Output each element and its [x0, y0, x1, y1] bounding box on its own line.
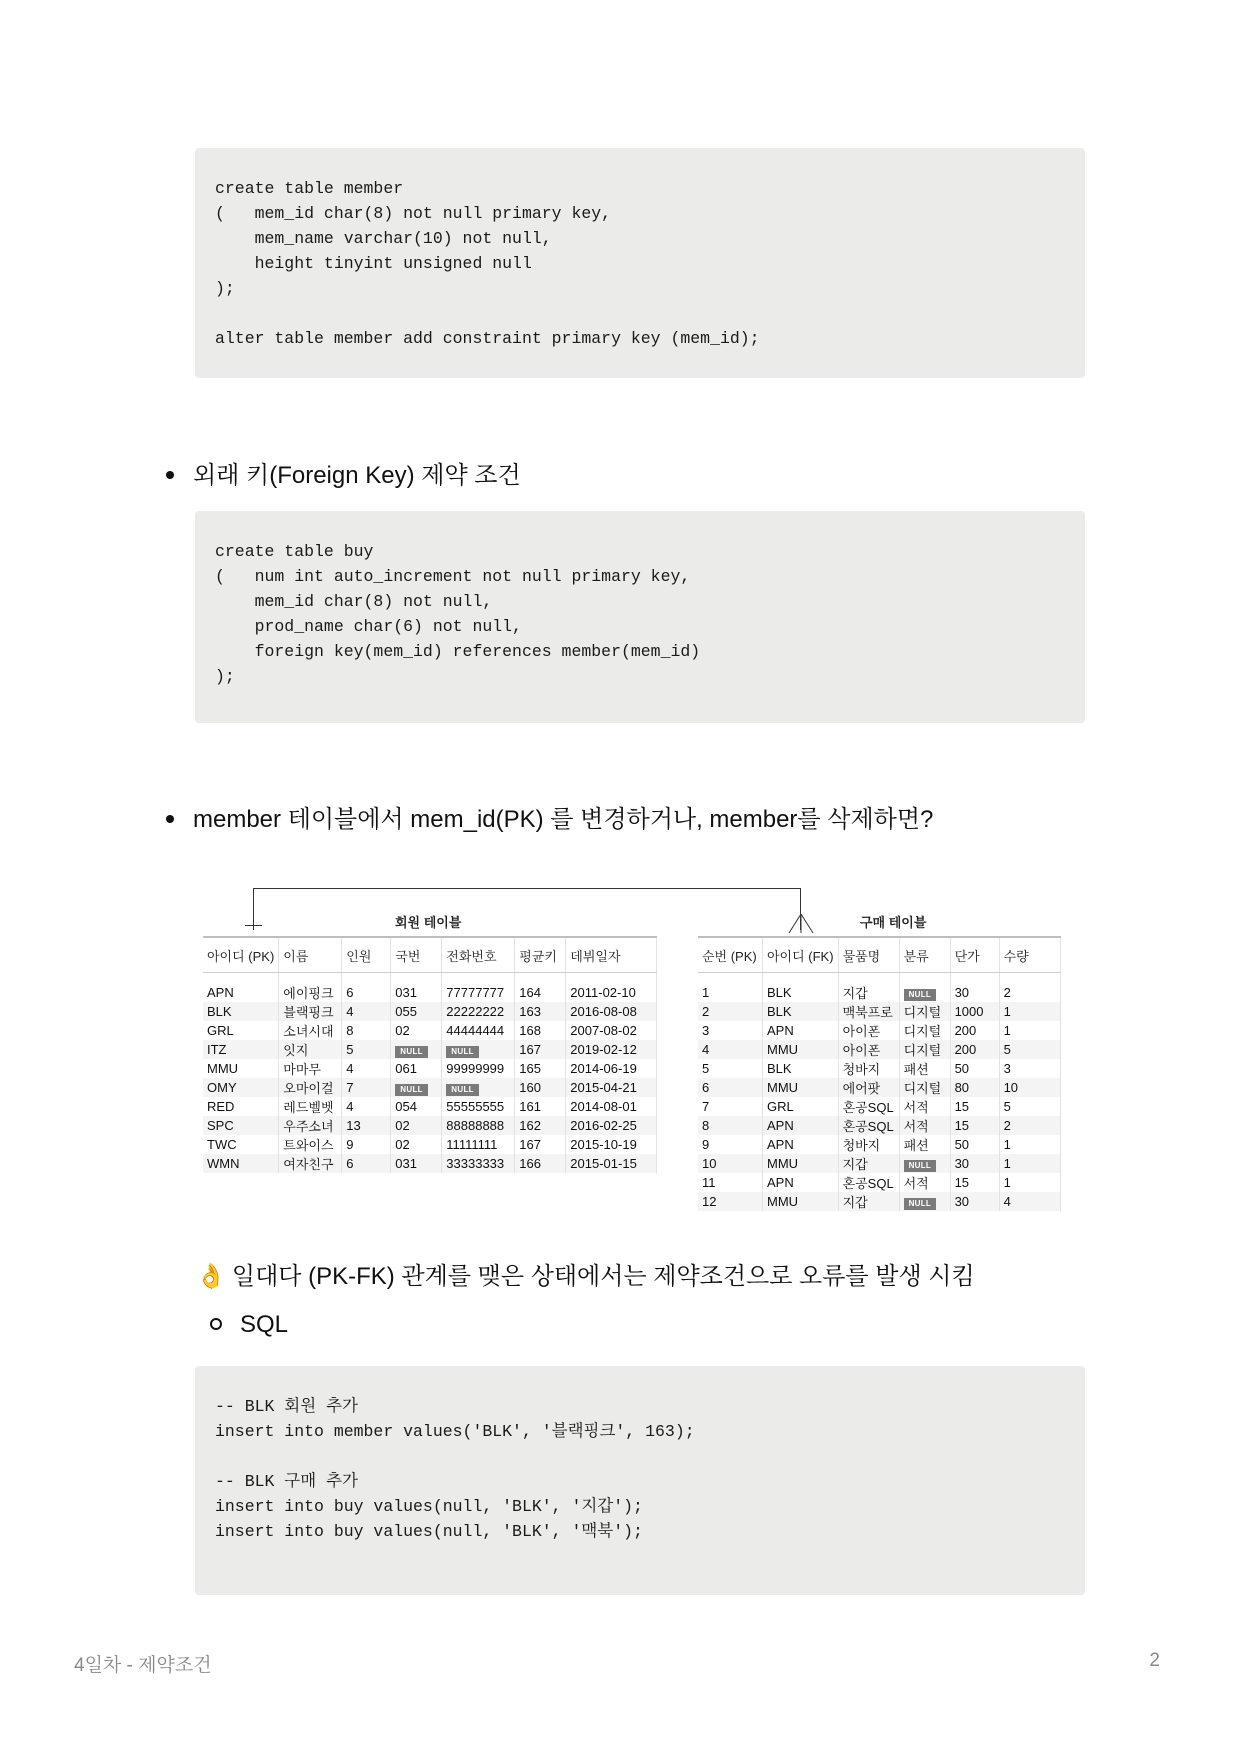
table-cell: MMU [763, 1078, 839, 1097]
table-cell: 2 [999, 1116, 1060, 1135]
table-cell: 4 [342, 1097, 391, 1116]
table-cell: 레드벨벳 [279, 1097, 342, 1116]
table-cell: 4 [999, 1192, 1060, 1211]
table-cell: 2015-10-19 [566, 1135, 657, 1154]
code-lines [215, 1394, 1065, 1544]
table-cell: APN [763, 1021, 839, 1040]
table-cell: 지갑 [838, 983, 899, 1002]
code-line: ( num int auto_increment not null primary key, [215, 567, 691, 586]
code-line: insert into buy values(null, 'BLK', '맥북'); [215, 1522, 643, 1541]
table-cell: 054 [391, 1097, 442, 1116]
column-header: 전화번호 [442, 937, 515, 973]
table-cell: 1000 [950, 1002, 999, 1021]
callout-text: 일대다 (PK-FK) 관계를 맺은 상태에서는 제약조건으로 오류를 발생 시킴 [231, 1263, 975, 1290]
table-cell: 7 [342, 1078, 391, 1097]
table-cell: MMU [203, 1059, 279, 1078]
table-row [203, 1059, 657, 1078]
table-cell: 33333333 [442, 1154, 515, 1173]
table-cell: 161 [515, 1097, 566, 1116]
table-cell: 164 [515, 983, 566, 1002]
table-cell: 13 [342, 1116, 391, 1135]
table-cell: 031 [391, 983, 442, 1002]
table-cell: 88888888 [442, 1116, 515, 1135]
table-cell: 2014-08-01 [566, 1097, 657, 1116]
table-cell: 1 [999, 1154, 1060, 1173]
table-cell: 5 [698, 1059, 763, 1078]
table-cell: 5 [999, 1040, 1060, 1059]
relationship-line-top [253, 888, 800, 889]
relationship-line-left [253, 888, 254, 930]
table-cell: MMU [763, 1154, 839, 1173]
table-row [698, 1116, 1060, 1135]
table-row [203, 1097, 657, 1116]
code-line: ); [215, 279, 235, 298]
table-cell [391, 1040, 442, 1059]
table-cell: 8 [698, 1116, 763, 1135]
code-block-insert [195, 1366, 1085, 1595]
table-cell: APN [763, 1116, 839, 1135]
table-cell: 11111111 [442, 1135, 515, 1154]
column-header: 아이디 (FK) [763, 937, 839, 973]
null-badge: NULL [395, 1084, 428, 1096]
table-row [698, 1040, 1060, 1059]
column-header: 물품명 [838, 937, 899, 973]
code-lines [215, 176, 1065, 351]
column-header: 단가 [950, 937, 999, 973]
code-line [215, 1444, 1065, 1469]
table-row [698, 1097, 1060, 1116]
table-cell: BLK [763, 1002, 839, 1021]
sub-bullet-text: SQL [240, 1311, 289, 1338]
table-cell [391, 1078, 442, 1097]
code-line: insert into member values('BLK', '블랙핑크', 163); [215, 1422, 695, 1441]
table-row [698, 1173, 1060, 1192]
table-cell: WMN [203, 1154, 279, 1173]
table-cell: MMU [763, 1192, 839, 1211]
table-row [698, 1002, 1060, 1021]
table-cell: 혼공SQL [838, 1173, 899, 1192]
bullet-foreign-key [166, 455, 521, 490]
table-cell: 디지털 [899, 1040, 950, 1059]
table-row [698, 1078, 1060, 1097]
table-cell: 30 [950, 1192, 999, 1211]
table-cell: 지갑 [838, 1192, 899, 1211]
table-row [203, 1021, 657, 1040]
table-cell: 혼공SQL [838, 1097, 899, 1116]
table-cell: 15 [950, 1116, 999, 1135]
table-cell: BLK [763, 983, 839, 1002]
table-cell: 50 [950, 1135, 999, 1154]
table-cell [442, 1078, 515, 1097]
table-cell: 6 [342, 983, 391, 1002]
table-cell: 80 [950, 1078, 999, 1097]
table-cell: 2014-06-19 [566, 1059, 657, 1078]
ok-hand-icon: 👌 [196, 1263, 226, 1290]
code-line: ( mem_id char(8) not null primary key, [215, 204, 612, 223]
table-cell: 02 [391, 1116, 442, 1135]
table-cell: 2015-01-15 [566, 1154, 657, 1173]
code-line: mem_id char(8) not null, [215, 592, 493, 611]
table-cell: 6 [342, 1154, 391, 1173]
table-cell: 77777777 [442, 983, 515, 1002]
table-cell: BLK [763, 1059, 839, 1078]
code-block-create-member [195, 148, 1085, 378]
code-line: foreign key(mem_id) references member(mem_id) [215, 642, 701, 661]
table-cell: APN [763, 1173, 839, 1192]
table-cell: 02 [391, 1021, 442, 1040]
bullet-question-text: member 테이블에서 mem_id(PK) 를 변경하거나, member를 삭제하면? [193, 806, 934, 833]
table-cell: 마마무 [279, 1059, 342, 1078]
table-cell: 1 [999, 1002, 1060, 1021]
table-cell: 디지털 [899, 1002, 950, 1021]
table-cell: 22222222 [442, 1002, 515, 1021]
code-line: -- BLK 회원 추가 [215, 1397, 358, 1416]
table-cell: 4 [342, 1002, 391, 1021]
table-cell: 1 [698, 983, 763, 1002]
column-header: 인원 [342, 937, 391, 973]
code-line: alter table member add constraint primary key (mem_id); [215, 329, 760, 348]
table-row [203, 1002, 657, 1021]
column-header: 국번 [391, 937, 442, 973]
table-cell: GRL [763, 1097, 839, 1116]
table-cell: 9 [698, 1135, 763, 1154]
table-cell: 블랙핑크 [279, 1002, 342, 1021]
table-row [698, 1059, 1060, 1078]
bullet-ring [210, 1318, 222, 1330]
table-cell: 에어팟 [838, 1078, 899, 1097]
table-cell: 2016-02-25 [566, 1116, 657, 1135]
table-cell: 055 [391, 1002, 442, 1021]
null-badge: NULL [904, 989, 937, 1001]
table-row [698, 1135, 1060, 1154]
table-cell: OMY [203, 1078, 279, 1097]
code-block-create-buy [195, 511, 1085, 723]
table-row [203, 1078, 657, 1097]
table-cell: 3 [999, 1059, 1060, 1078]
code-line [215, 301, 1065, 326]
table-cell: GRL [203, 1021, 279, 1040]
table-cell: 서적 [899, 1173, 950, 1192]
code-line: prod_name char(6) not null, [215, 617, 522, 636]
code-line: ); [215, 667, 235, 686]
table-row [698, 1192, 1060, 1211]
table-cell: 2 [999, 983, 1060, 1002]
table-cell: 02 [391, 1135, 442, 1154]
table-row [698, 1021, 1060, 1040]
table-cell: 55555555 [442, 1097, 515, 1116]
table-cell [899, 983, 950, 1002]
table-cell [442, 1040, 515, 1059]
table-cell: 트와이스 [279, 1135, 342, 1154]
bullet-question [166, 799, 933, 834]
table-cell: 2 [698, 1002, 763, 1021]
column-header: 아이디 (PK) [203, 937, 279, 973]
code-line: height tinyint unsigned null [215, 254, 532, 273]
table-cell: 200 [950, 1040, 999, 1059]
table-cell: 50 [950, 1059, 999, 1078]
table-cell: 15 [950, 1173, 999, 1192]
table-cell: 8 [342, 1021, 391, 1040]
table-cell: 아이폰 [838, 1040, 899, 1059]
table-cell: 163 [515, 1002, 566, 1021]
table-cell: 에이핑크 [279, 983, 342, 1002]
table-row [698, 1154, 1060, 1173]
table-cell: 패션 [899, 1135, 950, 1154]
table-cell: 5 [999, 1097, 1060, 1116]
table-cell: 2016-08-08 [566, 1002, 657, 1021]
table-cell: 12 [698, 1192, 763, 1211]
buy-table-title: 구매 테이블 [860, 915, 927, 930]
null-badge: NULL [446, 1046, 479, 1058]
table-cell: 061 [391, 1059, 442, 1078]
table-cell: 10 [698, 1154, 763, 1173]
code-line: -- BLK 구매 추가 [215, 1472, 358, 1491]
table-cell: 6 [698, 1078, 763, 1097]
table-row [203, 1154, 657, 1173]
bullet-dot [166, 471, 174, 479]
buy-table [698, 936, 1061, 1211]
table-cell: 11 [698, 1173, 763, 1192]
column-header: 평균키 [515, 937, 566, 973]
code-line: mem_name varchar(10) not null, [215, 229, 552, 248]
bullet-dot [166, 815, 174, 823]
table-cell: RED [203, 1097, 279, 1116]
code-line: insert into buy values(null, 'BLK', '지갑'); [215, 1497, 643, 1516]
table-cell: 아이폰 [838, 1021, 899, 1040]
table-cell: 44444444 [442, 1021, 515, 1040]
sub-bullet-sql [210, 1311, 288, 1339]
member-table [203, 936, 657, 1173]
table-cell: 162 [515, 1116, 566, 1135]
table-cell: APN [763, 1135, 839, 1154]
table-cell: 패션 [899, 1059, 950, 1078]
table-cell: 청바지 [838, 1135, 899, 1154]
table-cell: MMU [763, 1040, 839, 1059]
table-cell: 디지털 [899, 1078, 950, 1097]
table-cell: SPC [203, 1116, 279, 1135]
table-cell: 여자친구 [279, 1154, 342, 1173]
table-cell: 168 [515, 1021, 566, 1040]
table-cell [899, 1192, 950, 1211]
table-row [203, 1135, 657, 1154]
column-header: 이름 [279, 937, 342, 973]
table-cell: 청바지 [838, 1059, 899, 1078]
null-badge: NULL [446, 1084, 479, 1096]
table-cell: 15 [950, 1097, 999, 1116]
page-number: 2 [1149, 1650, 1160, 1671]
table-cell: 2007-08-02 [566, 1021, 657, 1040]
table-cell: 3 [698, 1021, 763, 1040]
table-cell: 1 [999, 1021, 1060, 1040]
table-cell: 디지털 [899, 1021, 950, 1040]
table-row [203, 983, 657, 1002]
null-badge: NULL [904, 1160, 937, 1172]
table-cell: 9 [342, 1135, 391, 1154]
code-lines [215, 539, 1065, 689]
bullet-foreign-key-text: 외래 키(Foreign Key) 제약 조건 [193, 462, 521, 489]
callout [196, 1256, 975, 1291]
table-cell: 160 [515, 1078, 566, 1097]
table-cell: ITZ [203, 1040, 279, 1059]
table-cell: APN [203, 983, 279, 1002]
table-cell: 우주소녀 [279, 1116, 342, 1135]
table-cell: 167 [515, 1040, 566, 1059]
table-cell: BLK [203, 1002, 279, 1021]
table-cell: 2015-04-21 [566, 1078, 657, 1097]
table-cell: 2011-02-10 [566, 983, 657, 1002]
table-cell: 2019-02-12 [566, 1040, 657, 1059]
er-diagram [195, 880, 1085, 1215]
table-cell: 서적 [899, 1097, 950, 1116]
column-header: 분류 [899, 937, 950, 973]
code-line: create table member [215, 179, 404, 198]
table-cell: 30 [950, 983, 999, 1002]
table-cell: 166 [515, 1154, 566, 1173]
table-row [698, 983, 1060, 1002]
table-cell: 소녀시대 [279, 1021, 342, 1040]
null-badge: NULL [395, 1046, 428, 1058]
table-cell: 잇지 [279, 1040, 342, 1059]
column-header: 수량 [999, 937, 1060, 973]
table-cell: 4 [698, 1040, 763, 1059]
table-cell: 혼공SQL [838, 1116, 899, 1135]
one-marker [245, 925, 262, 926]
null-badge: NULL [904, 1198, 937, 1210]
table-cell: 167 [515, 1135, 566, 1154]
table-cell: 165 [515, 1059, 566, 1078]
table-cell: 200 [950, 1021, 999, 1040]
table-cell: 10 [999, 1078, 1060, 1097]
table-cell: 서적 [899, 1116, 950, 1135]
table-cell: 99999999 [442, 1059, 515, 1078]
crow-foot-icon [787, 914, 815, 934]
code-line: create table buy [215, 542, 374, 561]
table-cell: 지갑 [838, 1154, 899, 1173]
column-header: 순번 (PK) [698, 937, 763, 973]
table-cell: 1 [999, 1135, 1060, 1154]
member-table-title: 회원 테이블 [395, 915, 462, 930]
table-cell: 오마이걸 [279, 1078, 342, 1097]
table-cell: 30 [950, 1154, 999, 1173]
table-cell: TWC [203, 1135, 279, 1154]
footer-title: 4일차 - 제약조건 [74, 1655, 212, 1676]
table-cell: 4 [342, 1059, 391, 1078]
table-row [203, 1116, 657, 1135]
table-cell: 1 [999, 1173, 1060, 1192]
table-cell [899, 1154, 950, 1173]
table-cell: 5 [342, 1040, 391, 1059]
table-row [203, 1040, 657, 1059]
table-cell: 031 [391, 1154, 442, 1173]
table-cell: 7 [698, 1097, 763, 1116]
table-cell: 맥북프로 [838, 1002, 899, 1021]
column-header: 데뷔일자 [566, 937, 657, 973]
